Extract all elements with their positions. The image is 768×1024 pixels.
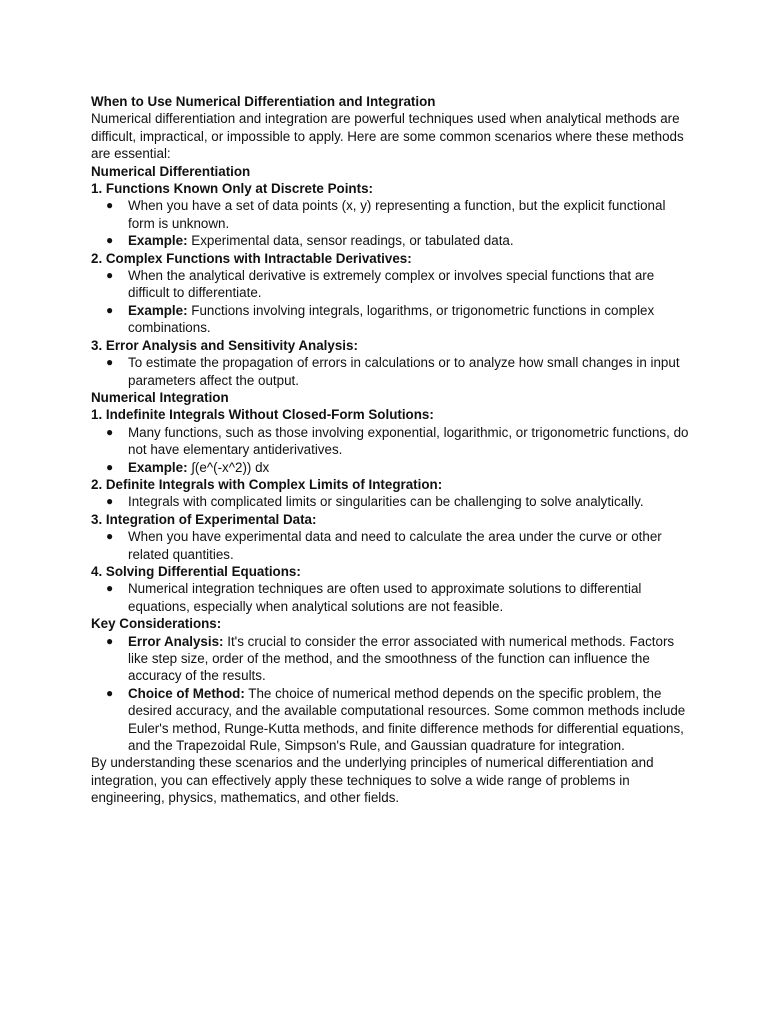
bullet-item xyxy=(91,197,691,232)
bullet-icon: ● xyxy=(106,494,114,509)
bullet-text: To estimate the propagation of errors in calculations or to analyze how small changes in input parameters affect the output. xyxy=(128,355,680,388)
bullet-text: Many functions, such as those involving exponential, logarithmic, or trigonometric functions, do not have elementary antiderivatives. xyxy=(128,424,689,458)
bullet-item xyxy=(91,685,691,755)
bullet-label: Error Analysis: xyxy=(128,633,224,649)
item-heading: 2. Definite Integrals with Complex Limits of Integration: xyxy=(91,476,443,492)
bullet-icon: ● xyxy=(106,302,114,317)
item-heading: 3. Error Analysis and Sensitivity Analysis: xyxy=(91,337,358,353)
bullet-label: Choice of Method: xyxy=(128,685,245,701)
bullet-list xyxy=(91,528,691,563)
bullet-icon: ● xyxy=(106,198,114,213)
bullet-icon: ● xyxy=(106,633,114,648)
bullet-list xyxy=(91,493,691,510)
bullet-icon: ● xyxy=(106,529,114,544)
document-title: When to Use Numerical Differentiation and Integration xyxy=(91,94,436,109)
bullet-icon: ● xyxy=(106,685,114,700)
bullet-text: The choice of numerical method depends on the specific problem, the desired accuracy, and the available computational resources. Some common methods include Euler's method, Runge-Kutta methods, and finite difference methods for differential equations, and the Trapezoidal Rule, Simpson's Rule, and Gaussian quadrature for integration. xyxy=(128,685,686,754)
bullet-icon: ● xyxy=(106,581,114,596)
bullet-item xyxy=(91,232,691,249)
bullet-item xyxy=(91,459,691,476)
intro-paragraph: Numerical differentiation and integration are powerful techniques used when analytical methods are difficult, impractical, or impossible to apply. Here are some common scenarios where these methods are essential: xyxy=(91,111,684,162)
bullet-text: Functions involving integrals, logarithms, or trigonometric functions in complex combinations. xyxy=(128,302,655,336)
document-content xyxy=(91,93,691,807)
bullet-item xyxy=(91,267,691,302)
bullet-icon: ● xyxy=(106,268,114,283)
bullet-item xyxy=(91,354,691,389)
bullet-icon: ● xyxy=(106,355,114,370)
bullet-list xyxy=(91,267,691,337)
bullet-list xyxy=(91,580,691,615)
item-heading: 1. Indefinite Integrals Without Closed-Form Solutions: xyxy=(91,407,434,423)
bullet-text: When you have a set of data points (x, y) representing a function, but the explicit functional form is unknown. xyxy=(128,198,666,231)
bullet-item xyxy=(91,424,691,459)
bullet-text: Integrals with complicated limits or singularities can be challenging to solve analytically. xyxy=(128,494,644,510)
bullet-label: Example: xyxy=(128,233,188,249)
bullet-list xyxy=(91,633,691,755)
bullet-label: Example: xyxy=(128,459,188,475)
section-heading-key-considerations: Key Considerations: xyxy=(91,616,222,632)
conclusion-paragraph: By understanding these scenarios and the underlying principles of numerical differentiation and integration, you can effectively apply these techniques to solve a wide range of problems in engineering, physics, mathematics, and other fields. xyxy=(91,755,654,806)
section-heading-differentiation: Numerical Differentiation xyxy=(91,163,251,179)
bullet-item xyxy=(91,528,691,563)
bullet-list xyxy=(91,354,691,389)
bullet-item xyxy=(91,302,691,337)
section-heading-integration: Numerical Integration xyxy=(91,389,229,405)
bullet-item xyxy=(91,633,691,685)
item-heading: 2. Complex Functions with Intractable Derivatives: xyxy=(91,250,412,266)
bullet-list xyxy=(91,197,691,249)
bullet-icon: ● xyxy=(106,233,114,248)
bullet-text: ∫(e^(-x^2)) dx xyxy=(187,459,270,475)
bullet-item xyxy=(91,493,691,510)
item-heading: 4. Solving Differential Equations: xyxy=(91,563,301,579)
item-heading: 1. Functions Known Only at Discrete Points: xyxy=(91,181,373,197)
bullet-item xyxy=(91,580,691,615)
bullet-text: When the analytical derivative is extremely complex or involves special functions that are difficult to differentiate. xyxy=(128,268,655,301)
bullet-label: Example: xyxy=(128,302,188,318)
item-heading: 3. Integration of Experimental Data: xyxy=(91,511,317,527)
bullet-text: Numerical integration techniques are often used to approximate solutions to differential equations, especially when analytical solutions are not feasible. xyxy=(128,581,642,614)
bullet-icon: ● xyxy=(106,459,114,474)
bullet-list xyxy=(91,424,691,476)
bullet-text: It's crucial to consider the error associated with numerical methods. Factors like step size, order of the method, and the smoothness of the function can influence the accuracy of the results. xyxy=(128,633,675,684)
bullet-text: Experimental data, sensor readings, or tabulated data. xyxy=(187,233,514,249)
bullet-icon: ● xyxy=(106,424,114,439)
bullet-text: When you have experimental data and need to calculate the area under the curve or other related quantities. xyxy=(128,529,662,562)
